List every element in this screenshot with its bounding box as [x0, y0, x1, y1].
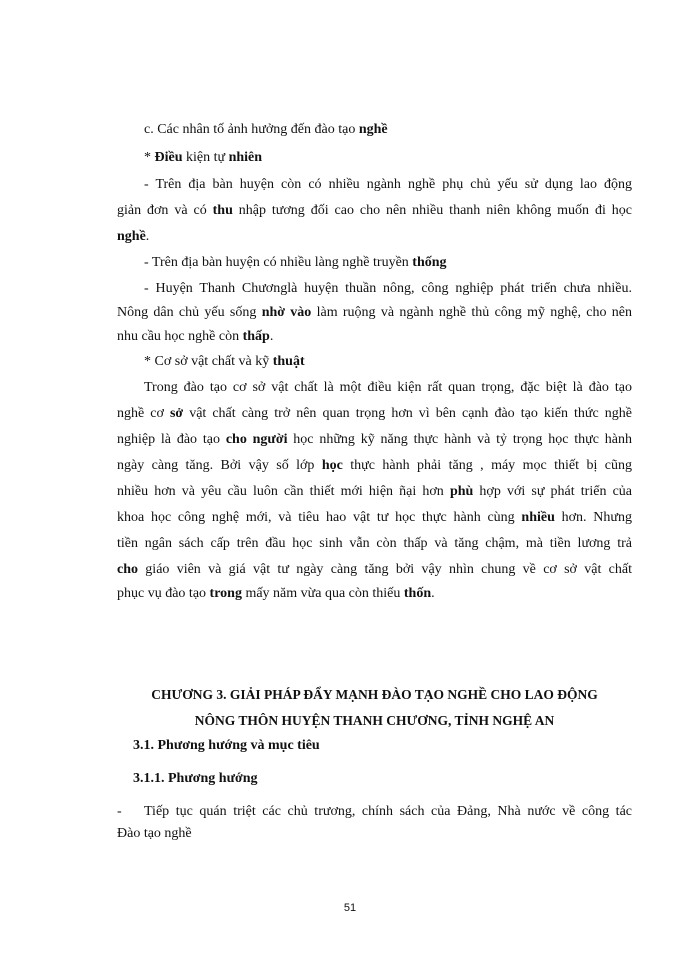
text-run: nghiệp là đào tạo — [117, 432, 226, 447]
text-run: nhập tương đối cao cho nên nhiều thanh niên không muốn đi học — [232, 203, 632, 218]
paragraph-line — [117, 328, 273, 346]
bold-text-run: nghề — [358, 122, 388, 137]
text-run: Nông dân chủ yếu sống — [117, 305, 262, 320]
text-run: kiện tự — [182, 150, 229, 165]
section-c-heading — [144, 121, 388, 139]
paragraph-line — [117, 202, 632, 220]
text-run: c. Các nhân tố ảnh hưởng đến đào tạo — [144, 122, 359, 137]
text-run: thực hành phải tăng , máy mọc thiết bị cũng — [342, 458, 632, 473]
paragraph-line — [144, 254, 447, 272]
bullet-text-line-2: Đào tạo nghề — [117, 826, 192, 841]
bold-text-run: thuật — [272, 354, 305, 369]
bold-text-run: thấp — [242, 329, 270, 344]
bold-text-run: thống — [412, 255, 447, 270]
paragraph-line — [117, 405, 632, 423]
chapter-title-line-1: CHƯƠNG 3. GIẢI PHÁP ĐẨY MẠNH ĐÀO TẠO NGHỀ CHO LAO ĐỘNG — [151, 687, 598, 702]
bold-text-run: nhờ vào — [261, 305, 312, 320]
paragraph-line — [117, 561, 632, 579]
bullet-dash: - — [117, 804, 122, 819]
text-run: . — [269, 329, 274, 344]
text-run: nghề cơ — [117, 406, 170, 421]
bold-text-run: cho người — [225, 432, 288, 447]
page-number: 51 — [343, 902, 357, 914]
paragraph-line — [117, 304, 632, 322]
text-run: . — [145, 229, 150, 244]
bold-text-run: cho — [117, 562, 138, 577]
chapter-title-line-2: NÔNG THÔN HUYỆN THANH CHƯƠNG, TỈNH NGHỆ AN — [194, 713, 555, 728]
text-run: * Cơ sở vật chất và kỹ — [144, 354, 273, 369]
section-3-1-1-heading: 3.1.1. Phương hướng — [133, 771, 258, 786]
paragraph-line — [117, 431, 632, 449]
text-run: Trong đào tạo cơ sở vật chất là một điều kiện rất quan trọng, đặc biệt là đào tạo — [144, 380, 632, 395]
paragraph-line — [144, 176, 632, 194]
paragraph-line — [117, 228, 149, 246]
bold-text-run: nhiều — [521, 510, 555, 525]
text-run: phục vụ đào tạo — [117, 586, 210, 601]
bold-text-run: nghề — [117, 229, 146, 244]
text-run: khoa học công nghệ mới, và tiêu hao vật tư học thực hành cùng — [117, 510, 522, 525]
text-run: ngày càng tăng. Bởi vậy số lớp — [117, 458, 322, 473]
natural-conditions-heading — [144, 149, 262, 167]
text-run: - Trên địa bàn huyện có nhiều làng nghề truyền — [144, 255, 413, 270]
bold-text-run: nhiên — [228, 150, 263, 165]
bold-text-run: sở — [169, 406, 184, 421]
text-run: học những kỹ năng thực hành và tỷ trọng học thực hành — [287, 432, 632, 447]
text-run: nhu cầu học nghề còn — [117, 329, 243, 344]
bold-text-run: thu — [212, 203, 233, 218]
paragraph-line — [144, 379, 632, 397]
text-run: - Huyện Thanh Chươnglà huyện thuần nông, công nghiệp phát triển chưa nhiều. — [144, 281, 632, 296]
paragraph-line — [117, 585, 435, 603]
text-run: hợp với sự phát triển của — [473, 484, 633, 499]
text-run: vật chất càng trở nên quan trọng hơn vì bên cạnh đào tạo kiến thức nghề — [183, 406, 632, 421]
facilities-heading — [144, 353, 305, 371]
text-run: . — [431, 586, 435, 601]
text-run: tiền ngân sách cấp trên đầu học sinh vẫn còn thấp và tăng chậm, mà tiền lương trả — [117, 536, 632, 551]
text-run: làm ruộng và ngành nghề thủ công mỹ nghệ, cho nên — [311, 305, 632, 320]
text-run: giản đơn và có — [117, 203, 213, 218]
paragraph-line — [117, 457, 632, 475]
text-run: hơn. Nhưng — [554, 510, 632, 525]
bold-text-run: thốn — [403, 586, 432, 601]
bullet-text-line-1: Tiếp tục quán triệt các chủ trương, chính sách của Đảng, Nhà nước về công tác — [144, 804, 632, 819]
bold-text-run: học — [321, 458, 343, 473]
text-run: nhiều hơn và yêu cầu luôn cần thiết mới hiện ñại hơn — [117, 484, 450, 499]
bold-text-run: phù — [449, 484, 474, 499]
text-run: - Trên địa bàn huyện còn có nhiều ngành nghề phụ chủ yếu sử dụng lao động — [144, 177, 632, 192]
bold-text-run: trong — [209, 586, 242, 601]
paragraph-line — [144, 280, 632, 298]
text-run: giáo viên và giá vật tư ngày càng tăng bởi vậy nhìn chung về cơ sở vật chất — [138, 562, 632, 577]
bold-text-run: Điều — [154, 150, 183, 165]
section-3-1-heading: 3.1. Phương hướng và mục tiêu — [133, 738, 320, 753]
text-run: mấy năm vừa qua còn thiếu — [241, 586, 404, 601]
text-run: * — [144, 150, 155, 165]
paragraph-line — [117, 509, 632, 527]
paragraph-line — [117, 483, 632, 501]
paragraph-line — [117, 535, 632, 553]
